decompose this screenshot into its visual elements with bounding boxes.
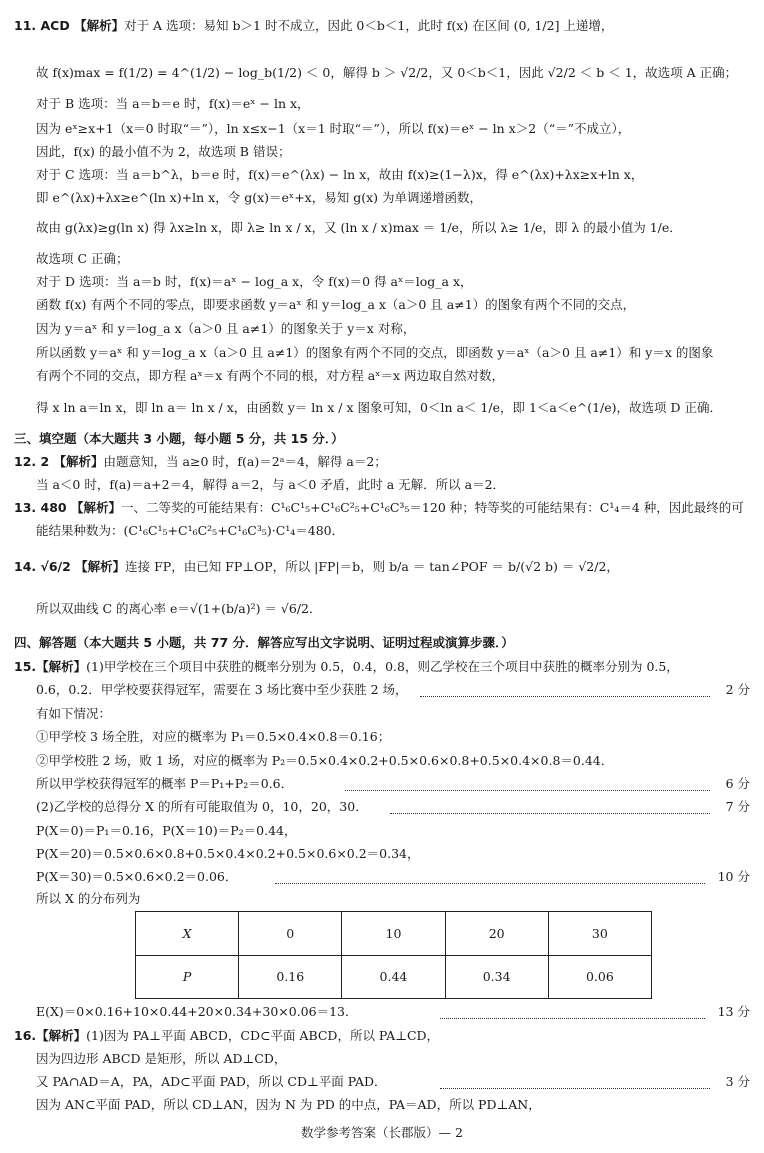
table-header-x: X <box>136 912 239 956</box>
table-cell: 0 <box>239 912 342 956</box>
table-cell: 0.16 <box>239 955 342 999</box>
q11-line-6: 对于 C 选项：当 a＝b^λ，b＝e 时，f(x)＝e^(λx) − ln x，故由 f(x)≥(1−λ)x，得 e^(λx)+λx≥x+ln x， <box>36 167 644 182</box>
score-mark: 3 分 <box>725 1074 750 1089</box>
q15-line-1: 15.【解析】(1)甲学校在三个项目中获胜的概率分别为 0.5，0.4，0.8，则乙学校在三个项目中获胜的概率分别为 0.5， <box>14 659 679 674</box>
q11-line-14: 有两个不同的交点，即方程 aˣ＝x 有两个不同的根，对方程 aˣ＝x 两边取自然对数， <box>36 368 504 383</box>
q15-line-8: P(X＝0)＝P₁＝0.16，P(X＝10)＝P₂＝0.44， <box>36 823 297 838</box>
q11-line-15: 得 x ln a＝ln x，即 ln a＝ ln x / x，由函数 y＝ ln x / x 图象可知，0＜ln a＜ 1/e，即 1＜a＜e^(1/e)，故选项 D 正确． <box>36 400 722 415</box>
score-mark: 2 分 <box>725 682 750 697</box>
q11-line-2: 故 f(x)max = f(1/2) = 4^(1/2) − log_b(1/2) ＜ 0，解得 b ＞ √2/2，又 0＜b＜1，因此 √2/2 ＜ b ＜ 1，故选项 A 正确； <box>36 65 738 80</box>
q15-line-11: 所以 X 的分布列为 <box>36 891 141 906</box>
q14-line-2: 所以双曲线 C 的离心率 e＝√(1+(b/a)²) ＝ √6/2． <box>36 601 322 616</box>
table-cell: 20 <box>445 912 548 956</box>
table-row <box>136 912 652 956</box>
page-footer: 数学参考答案（长郡版）— 2 <box>301 1125 463 1140</box>
q15-line-3: 有如下情况： <box>36 706 112 721</box>
score-mark: 13 分 <box>717 1004 750 1019</box>
q15-line-2: 0.6，0.2．甲学校要获得冠军，需要在 3 场比赛中至少获胜 2 场， <box>36 682 408 697</box>
q12-line-1: 12. 2 【解析】由题意知，当 a≥0 时，f(a)＝2ᵃ＝4，解得 a＝2； <box>14 454 387 469</box>
q15-line-5: ②甲学校胜 2 场，败 1 场，对应的概率为 P₂＝0.5×0.4×0.2+0.5×0.6×0.8+0.5×0.4×0.8＝0.44． <box>36 753 614 768</box>
q12-line-2: 当 a＜0 时，f(a)＝a+2＝4，解得 a＝2，与 a＜0 矛盾，此时 a 无解．所以 a＝2． <box>36 477 506 492</box>
q11-line-11: 函数 f(x) 有两个不同的零点，即要求函数 y＝aˣ 和 y＝log_a x（a＞0 且 a≠1）的图象有两个不同的交点， <box>36 297 636 312</box>
score-mark: 7 分 <box>725 799 750 814</box>
q11-line-7: 即 e^(λx)+λx≥e^(ln x)+ln x，令 g(x)＝eˣ+x，易知 g(x) 为单调递增函数， <box>36 190 482 205</box>
q15-line-9: P(X＝20)＝0.5×0.6×0.8+0.5×0.4×0.2+0.5×0.6×0.2＝0.34， <box>36 846 420 861</box>
q15-line-12: E(X)＝0×0.16+10×0.44+20×0.34+30×0.06＝13． <box>36 1004 358 1019</box>
score-leader <box>440 1018 705 1019</box>
q13-line-2: 能结果种数为：(C¹₆C¹₅+C¹₆C²₅+C¹₆C³₅)·C¹₄＝480． <box>36 523 345 538</box>
score-mark: 6 分 <box>725 776 750 791</box>
q16-line-3: 又 PA∩AD＝A，PA，AD⊂平面 PAD，所以 CD⊥平面 PAD． <box>36 1074 387 1089</box>
q13-line-1: 13. 480 【解析】一、二等奖的可能结果有：C¹₆C¹₅+C¹₆C²₅+C¹₆C³₅＝120 种；特等奖的可能结果有：C¹₄＝4 种，因此最终的可 <box>14 500 744 515</box>
table-cell: 0.06 <box>548 955 651 999</box>
table-row <box>136 955 652 999</box>
q15-line-7: (2)乙学校的总得分 X 的所有可能取值为 0，10，20，30． <box>36 799 368 814</box>
score-leader <box>420 696 710 697</box>
q11-line-1: 11. ACD 【解析】对于 A 选项：易知 b＞1 时不成立，因此 0＜b＜1，此时 f(x) 在区间 (0, 1/2] 上递增， <box>14 18 614 33</box>
table-cell: 30 <box>548 912 651 956</box>
q11-line-12: 因为 y＝aˣ 和 y＝log_a x（a＞0 且 a≠1）的图象关于 y＝x 对称， <box>36 321 416 336</box>
q11-line-5: 因此，f(x) 的最小值不为 2，故选项 B 错误； <box>36 144 291 159</box>
q11-line-4: 因为 eˣ≥x+1（x＝0 时取“＝”），ln x≤x−1（x＝1 时取“＝”），所以 f(x)＝eˣ − ln x＞2（“＝”不成立）， <box>36 121 631 136</box>
q11-line-10: 对于 D 选项：当 a＝b 时，f(x)＝aˣ − log_a x，令 f(x)＝0 得 aˣ＝log_a x， <box>36 274 473 289</box>
score-leader <box>440 1088 710 1089</box>
section-4-heading: 四、解答题（本大题共 5 小题，共 77 分．解答应写出文字说明、证明过程或演算步骤．） <box>14 635 514 650</box>
table-header-p: P <box>136 955 239 999</box>
score-leader <box>390 813 710 814</box>
section-3-heading: 三、填空题（本大题共 3 小题，每小题 5 分，共 15 分．） <box>14 431 344 446</box>
q16-line-4: 因为 AN⊂平面 PAD，所以 CD⊥AN，因为 N 为 PD 的中点，PA＝AD，所以 PD⊥AN， <box>36 1097 541 1112</box>
q15-line-6: 所以甲学校获得冠军的概率 P＝P₁+P₂＝0.6． <box>36 776 294 791</box>
q14-line-1: 14. √6/2 【解析】连接 FP，由已知 FP⊥OP，所以 |FP|＝b，则 b/a ＝ tan∠POF ＝ b/(√2 b) ＝ √2/2， <box>14 559 619 574</box>
q11-line-13: 所以函数 y＝aˣ 和 y＝log_a x（a＞0 且 a≠1）的图象有两个不同的交点，即函数 y＝aˣ（a＞0 且 a≠1）和 y＝x 的图象 <box>36 345 714 360</box>
score-mark: 10 分 <box>717 869 750 884</box>
q15-line-4: ①甲学校 3 场全胜，对应的概率为 P₁＝0.5×0.4×0.8＝0.16； <box>36 729 391 744</box>
table-cell: 0.34 <box>445 955 548 999</box>
score-leader <box>275 883 705 884</box>
q16-line-2: 因为四边形 ABCD 是矩形，所以 AD⊥CD， <box>36 1051 287 1066</box>
q11-line-9: 故选项 C 正确； <box>36 251 129 266</box>
distribution-table <box>135 911 652 999</box>
score-leader <box>345 790 710 791</box>
q15-line-10: P(X＝30)＝0.5×0.6×0.2＝0.06． <box>36 869 238 884</box>
table-cell: 10 <box>342 912 445 956</box>
q16-line-1: 16.【解析】(1)因为 PA⊥平面 ABCD，CD⊂平面 ABCD，所以 PA⊥CD， <box>14 1028 440 1043</box>
table-cell: 0.44 <box>342 955 445 999</box>
q11-line-3: 对于 B 选项：当 a＝b＝e 时，f(x)＝eˣ − ln x， <box>36 96 310 111</box>
q11-line-8: 故由 g(λx)≥g(ln x) 得 λx≥ln x，即 λ≥ ln x / x，又 (ln x / x)max ＝ 1/e，所以 λ≥ 1/e，即 λ 的最小值为 1/e． <box>36 220 682 235</box>
